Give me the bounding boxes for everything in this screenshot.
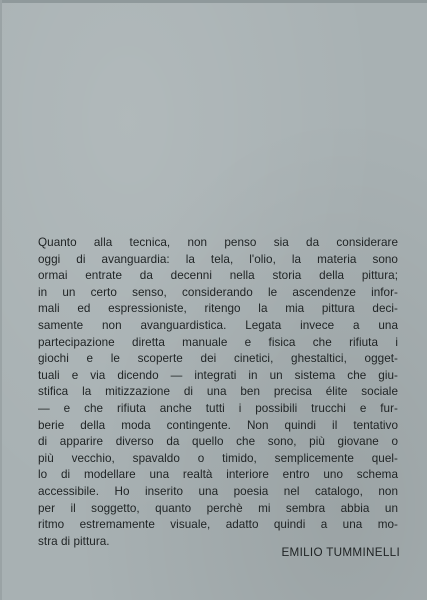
paragraph-line: Quanto alla tecnica, non penso sia da considerare	[38, 236, 398, 249]
author-signature: EMILIO TUMMINELLI	[281, 546, 400, 559]
paragraph-line: samente non avanguardistica. Legata invece a una	[38, 318, 398, 332]
paragraph-line: ormai entrate da decenni nella storia della pittura;	[38, 269, 398, 283]
paragraph-line-last: stra di pittura.	[38, 534, 110, 548]
paragraph-line: — e che rifiuta anche tutti i possibili trucchi e fur-	[38, 401, 398, 415]
paragraph-line: stifica la mitizzazione di una ben precisa élite sociale	[38, 385, 398, 399]
paragraph-line: in un certo senso, considerando le ascendenze infor-	[38, 285, 398, 299]
page-edge-top	[0, 0, 427, 3]
paragraph-line: ritmo estremamente visuale, adatto quindi a una mo-	[38, 518, 398, 532]
page-edge-left	[0, 0, 2, 600]
paragraph-line: di apparire diverso da quello che sono, più giovane o	[38, 435, 398, 449]
paragraph-line: oggi di avanguardia: la tela, l'olio, la materia sono	[38, 252, 398, 266]
paragraph-line: lo di modellare una realtà interiore entro uno schema	[38, 468, 398, 482]
body-paragraph	[38, 235, 398, 550]
paragraph-line: partecipazione diretta manuale e fisica che rifiuta i	[38, 335, 398, 349]
paragraph-line: accessibile. Ho inserito una poesia nel catalogo, non	[38, 484, 398, 498]
paragraph-line: più vecchio, spavaldo o timido, semplicemente quel-	[38, 451, 398, 465]
paragraph-line: berie della moda contingente. Non quindi il tentativo	[38, 418, 398, 432]
paragraph-line: giochi e le scoperte dei cinetici, ghestaltici, ogget-	[38, 352, 398, 366]
paragraph-line: per il soggetto, quanto perchè mi sembra abbia un	[38, 501, 398, 515]
paragraph-line: mali ed espressioniste, ritengo la mia pittura deci-	[38, 302, 398, 316]
paragraph-line: tuali e via dicendo — integrati in un sistema che giu-	[38, 368, 398, 382]
